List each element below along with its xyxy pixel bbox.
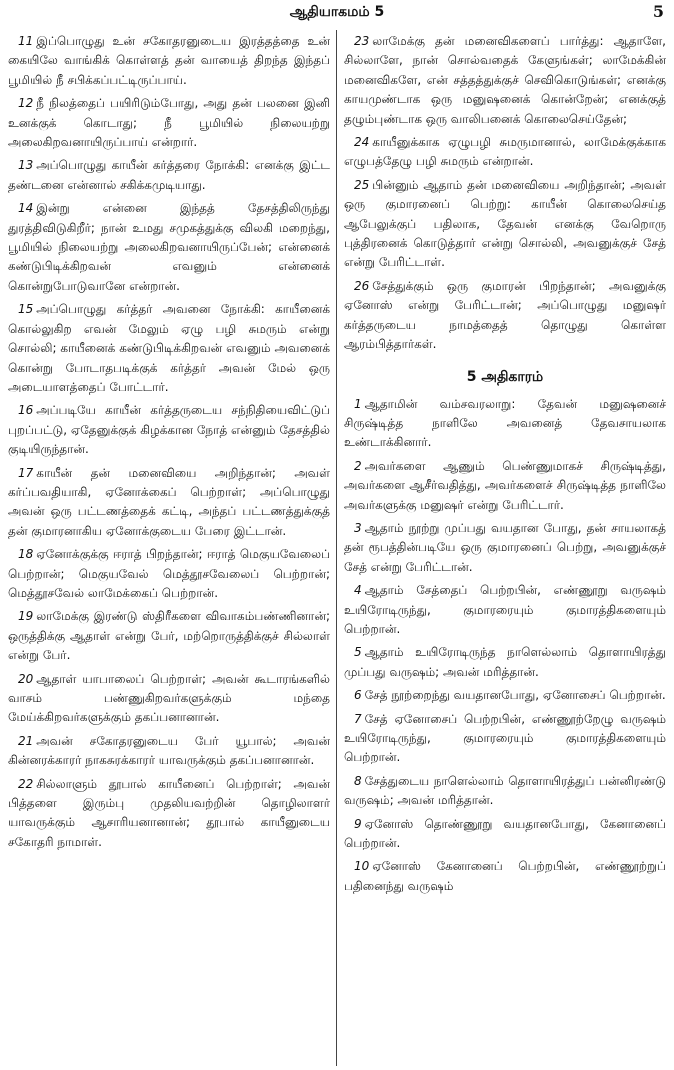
verse-text: சேத்துக்கும் ஒரு குமாரன் பிறந்தான்; அவனுக்கு ஏனோஸ் என்று பேரிட்டான்; அப்பொழுது மனுஷர் கர்த்தருடைய நாமத்தைத் தொழுது கொள்ள ஆரம்பித்தார்கள். xyxy=(344,278,666,352)
verse-number: 8 xyxy=(354,773,362,788)
verse-number: 20 xyxy=(18,671,34,686)
verse xyxy=(344,710,666,768)
verse-text: அவன் சகோதரனுடைய பேர் யூபால்; அவன் கின்னரக்காரர் நாகசுரக்காரர் யாவருக்கும் தகப்பனானான். xyxy=(8,733,330,768)
verse-number: 25 xyxy=(354,177,370,192)
verse xyxy=(344,395,666,453)
verse-text: ஆதாம் உயிரோடிருந்த நாளெல்லாம் தொளாயிரத்து முப்பது வருஷம்; அவன் மரித்தான். xyxy=(344,645,666,679)
verse-text: ஏனோஸ் கேனானைப் பெற்றபின், எண்ணூற்றுப் பதினைந்து வருஷம் xyxy=(344,859,666,893)
verse xyxy=(8,401,330,459)
verse xyxy=(8,545,330,603)
verse-text: லாமேக்கு இரண்டு ஸ்திரீகளை விவாகம்பண்ணினான்; ஒருத்திக்கு ஆதாள் என்று பேர், மற்றொருத்திக்குச் சில்லாள் என்று பேர். xyxy=(8,609,330,663)
verse-text: இன்று என்னை இந்தத் தேசத்திலிருந்து துரத்திவிடுகிறீர்; நான் உமது சமுகத்துக்கு விலகி மறைந்து, பூமியில் நிலையற்று அலைகிறவனாயிருப்பேன்; என்னைக் கண்டுபிடிக்கிறவன் எவனும் என்னைக் கொன்றுபோடுவானே என்றான். xyxy=(8,201,330,293)
verse xyxy=(8,94,330,152)
right-column xyxy=(344,32,666,1066)
verse-text: ஆதாமின் வம்சவரலாறு: தேவன் மனுஷனைச் சிருஷ்டித்த நாளிலே அவனைத் தேவசாயலாக உண்டாக்கினார். xyxy=(344,396,666,450)
chapter-verses xyxy=(344,395,666,897)
verse xyxy=(344,519,666,577)
verse-number: 4 xyxy=(354,583,362,598)
verse-text: ஏனோஸ் தொண்ணூறு வயதானபோது, கேனானைப் பெற்றான். xyxy=(344,816,666,851)
page-header xyxy=(0,0,674,26)
verse-number: 17 xyxy=(18,465,34,480)
verse xyxy=(344,857,666,896)
verse-number: 1 xyxy=(354,396,362,411)
verse-text: அப்பொழுது கர்த்தர் அவனை நோக்கி: காயீனைக் கொல்லுகிற எவன் மேலும் ஏழு பழி சுமரும் என்று சொல்லி; காயீனைக் கண்டுபிடிக்கிறவன் எவனும் அவனைக் கொன்று போடாதபடிக்குக் கர்த்தர் அவன் மேல் ஒரு அடையாளத்தைப் போட்டார். xyxy=(8,302,330,394)
verse-text: காயீன் தன் மனைவியை அறிந்தான்; அவள் கர்ப்பவதியாகி, ஏனோக்கைப் பெற்றாள்; அப்பொழுது அவன் ஒரு பட்டணத்தைக் கட்டி, அந்தப் பட்டணத்துக்குத் தன் குமாரனாகிய ஏனோக்குடைய பேரை இட்டான். xyxy=(8,465,330,538)
verse-number: 22 xyxy=(18,776,34,791)
verse-text: சேத் நூற்றைந்து வயதானபோது, ஏனோசைப் பெற்றான். xyxy=(364,688,666,703)
verse-text: ஏனோக்குக்கு ஈராத் பிறந்தான்; ஈராத் மெகுயவேலைப் பெற்றான்; மெகுயவேல் மெத்தூசவேலைப் பெற்றான்; மெத்தூசவேல் லாமேக்கைப் பெற்றான். xyxy=(8,547,330,600)
verse-number: 10 xyxy=(354,859,370,874)
verse-text: ஆதாள் யாபாலைப் பெற்றாள்; அவன் கூடாரங்களில் வாசம் பண்ணுகிறவர்களுக்கும் மந்தை மேய்க்கிறவர்களுக்கும் தகப்பனானான். xyxy=(8,671,330,725)
verse-number: 6 xyxy=(354,688,362,703)
verse xyxy=(344,772,666,811)
verse-number: 23 xyxy=(354,34,370,48)
verse-text: சில்லாளும் தூபால் காயீனைப் பெற்றாள்; அவன் பித்தளை இரும்பு முதலியவற்றின் தொழிலாளர் யாவருக்கும் ஆசாரியனானான்; தூபால் காயீனுடைய சகோதரி நாமாள். xyxy=(8,776,330,849)
verse-text: அவர்களை ஆணும் பெண்ணுமாகச் சிருஷ்டித்து, அவர்களை ஆசீர்வதித்து, அவர்களைச் சிருஷ்டித்த நாளிலே அவர்களுக்கு மனுஷர் என்று பேரிட்டார். xyxy=(344,458,666,512)
verse-number: 19 xyxy=(18,609,34,624)
verse xyxy=(8,300,330,397)
verse xyxy=(8,199,330,296)
verse xyxy=(344,32,666,129)
verse-text: அப்படியே காயீன் கர்த்தருடைய சந்நிதியைவிட்டுப் புறப்பட்டு, ஏதேனுக்குக் கிழக்கான நோத் என்னும் தேசத்தில் குடியிருந்தான். xyxy=(8,403,330,457)
verse-text: நீ நிலத்தைப் பயிரிடும்போது, அது தன் பலனை இனி உனக்குக் கொடாது; நீ பூமியில் நிலையற்று அலைகிறவனாயிருப்பாய் என்றார். xyxy=(8,96,330,150)
verse-number: 21 xyxy=(18,733,34,748)
verse xyxy=(344,176,666,273)
verse-number: 5 xyxy=(354,645,362,660)
verse-number: 18 xyxy=(18,547,34,562)
verse xyxy=(344,457,666,515)
verse-number: 26 xyxy=(354,278,370,293)
verse-text: ஆதாம் சேத்தைப் பெற்றபின், எண்ணூறு வருஷம் உயிரோடிருந்து, குமாரரையும் குமாரத்திகளையும் பெற்றான். xyxy=(344,583,666,636)
verse-number: 16 xyxy=(18,403,34,418)
verse xyxy=(344,133,666,172)
verse xyxy=(8,670,330,728)
verse-text: லாமேக்கு தன் மனைவிகளைப் பார்த்து: ஆதாளே, சில்லாளே, நான் சொல்வதைக் கேளுங்கள்; லாமேக்கின் மனைவிகளே, என் சத்தத்துக்குச் செவிகொடுங்கள்; எனக்கு காயமுண்டாக ஒரு மனுஷனைக் கொன்றேன்; எனக்குத் தழும்புண்டாக ஒரு வாலிபனைக் கொலைசெய்தேன்; xyxy=(344,34,666,126)
running-title: ஆதியாகமம் 5 xyxy=(289,4,385,20)
verse-number: 14 xyxy=(18,201,34,216)
verse-number: 7 xyxy=(354,711,362,726)
verse-text: ஆதாம் நூற்று முப்பது வயதான போது, தன் சாயலாகத் தன் ரூபத்தின்படியே ஒரு குமாரனைப் பெற்று, அவனுக்குச் சேத் என்று பேரிட்டான். xyxy=(344,520,666,574)
verse xyxy=(8,32,330,90)
left-column xyxy=(8,32,330,1066)
verse xyxy=(8,156,330,195)
verse-text: காயீனுக்காக ஏழுபழி சுமருமானால், லாமேக்குக்காக எழுபத்தேழு பழி சுமரும் என்றான். xyxy=(344,135,666,169)
verse-number: 15 xyxy=(18,302,34,317)
verse-text: சேத் ஏனோசைப் பெற்றபின், எண்ணூற்றேழு வருஷம் உயிரோடிருந்து, குமாரரையும் குமாரத்திகளையும் பெற்றான். xyxy=(344,711,666,765)
page-number: 5 xyxy=(652,2,664,21)
verse xyxy=(8,464,330,542)
verse-number: 11 xyxy=(18,34,34,48)
chapter-heading: 5 அதிகாரம் xyxy=(466,368,544,385)
verse-number: 2 xyxy=(354,458,362,473)
verse xyxy=(8,732,330,771)
verse xyxy=(344,815,666,854)
verse-text: இப்பொழுது உன் சகோதரனுடைய இரத்தத்தை உன் கையிலே வாங்கிக் கொள்ளத் தன் வாயைத் திறந்த இந்தப் பூமியில் நீ சபிக்கப்பட்டிருப்பாய். xyxy=(8,34,330,87)
verse-number: 13 xyxy=(18,158,34,173)
verse-number: 9 xyxy=(354,816,362,831)
verse xyxy=(344,277,666,355)
verse xyxy=(8,607,330,665)
verse xyxy=(344,686,666,705)
verse xyxy=(344,643,666,682)
verse-number: 12 xyxy=(18,96,34,111)
verse-number: 24 xyxy=(354,135,370,150)
verse xyxy=(344,581,666,639)
right-column-verses xyxy=(344,32,666,355)
verse-number: 3 xyxy=(354,520,362,535)
verse-text: அப்பொழுது காயீன் கர்த்தரை நோக்கி: எனக்கு இட்ட தண்டனை என்னால் சகிக்கமுடியாது. xyxy=(8,158,330,192)
verse xyxy=(8,775,330,853)
column-divider xyxy=(336,30,337,1066)
verse-text: பின்னும் ஆதாம் தன் மனைவியை அறிந்தான்; அவள் ஒரு குமாரனைப் பெற்று: காயீன் கொலைசெய்த ஆபேலுக்குப் பதிலாக, தேவன் எனக்கு வேறொரு புத்திரனைக் கொடுத்தார் என்று சொல்லி, அவனுக்குச் சேத் என்று பேரிட்டாள். xyxy=(344,177,666,270)
verse-text: சேத்துடைய நாளெல்லாம் தொளாயிரத்துப் பன்னிரண்டு வருஷம்; அவன் மரித்தான். xyxy=(344,773,666,808)
